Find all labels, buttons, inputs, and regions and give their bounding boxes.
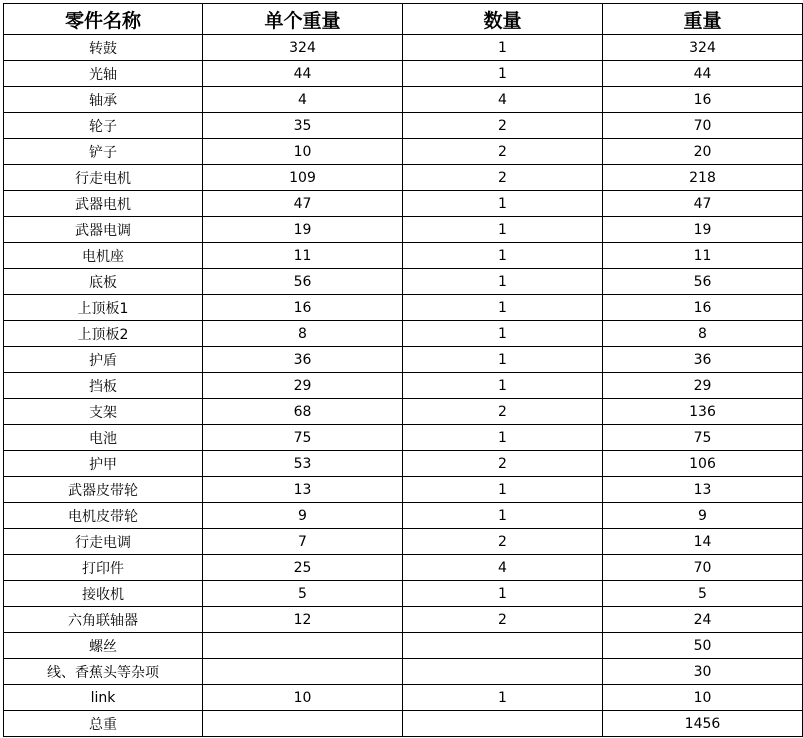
cell-weight[interactable]: 106 (603, 451, 803, 477)
cell-weight[interactable]: 50 (603, 633, 803, 659)
cell-quantity[interactable]: 4 (403, 87, 603, 113)
header-part-name[interactable]: 零件名称 (4, 4, 203, 35)
table-row (4, 503, 803, 529)
cell-quantity[interactable] (403, 659, 603, 685)
cell-part-name[interactable]: 武器电机 (4, 191, 203, 217)
cell-weight[interactable]: 324 (603, 35, 803, 61)
table-row (4, 451, 803, 477)
cell-unit-weight[interactable] (203, 633, 403, 659)
table-body (4, 35, 803, 737)
cell-weight[interactable]: 47 (603, 191, 803, 217)
cell-weight[interactable]: 1456 (603, 711, 803, 737)
cell-unit-weight[interactable]: 47 (203, 191, 403, 217)
table-row (4, 139, 803, 165)
cell-part-name[interactable]: 轮子 (4, 113, 203, 139)
cell-quantity[interactable]: 2 (403, 165, 603, 191)
total-row (4, 711, 803, 737)
cell-unit-weight[interactable]: 5 (203, 581, 403, 607)
parts-weight-table (3, 3, 803, 737)
cell-unit-weight[interactable]: 10 (203, 685, 403, 711)
table-row (4, 607, 803, 633)
cell-part-name[interactable]: link (4, 685, 203, 711)
cell-weight[interactable]: 14 (603, 529, 803, 555)
cell-unit-weight[interactable]: 324 (203, 35, 403, 61)
cell-unit-weight[interactable]: 8 (203, 321, 403, 347)
header-row (4, 4, 803, 35)
cell-quantity[interactable]: 2 (403, 451, 603, 477)
table-row (4, 425, 803, 451)
table-row (4, 295, 803, 321)
cell-part-name[interactable]: 支架 (4, 399, 203, 425)
table-row (4, 685, 803, 711)
cell-weight[interactable]: 16 (603, 87, 803, 113)
cell-unit-weight[interactable]: 12 (203, 607, 403, 633)
cell-unit-weight[interactable]: 9 (203, 503, 403, 529)
cell-unit-weight[interactable]: 10 (203, 139, 403, 165)
cell-unit-weight[interactable]: 19 (203, 217, 403, 243)
cell-weight[interactable]: 218 (603, 165, 803, 191)
table-row (4, 347, 803, 373)
table-row (4, 321, 803, 347)
cell-quantity[interactable]: 2 (403, 607, 603, 633)
cell-part-name[interactable]: 上顶板1 (4, 295, 203, 321)
header-quantity[interactable]: 数量 (403, 4, 603, 35)
cell-quantity[interactable]: 1 (403, 217, 603, 243)
cell-part-name[interactable]: 行走电调 (4, 529, 203, 555)
cell-part-name[interactable]: 线、香蕉头等杂项 (4, 659, 203, 685)
table-row (4, 35, 803, 61)
cell-unit-weight[interactable]: 109 (203, 165, 403, 191)
cell-part-name[interactable]: 上顶板2 (4, 321, 203, 347)
cell-quantity[interactable]: 1 (403, 477, 603, 503)
table-row (4, 191, 803, 217)
table-row (4, 113, 803, 139)
cell-unit-weight[interactable]: 75 (203, 425, 403, 451)
cell-unit-weight[interactable] (203, 711, 403, 737)
cell-weight[interactable]: 13 (603, 477, 803, 503)
cell-weight[interactable]: 8 (603, 321, 803, 347)
cell-weight[interactable]: 20 (603, 139, 803, 165)
cell-unit-weight[interactable]: 25 (203, 555, 403, 581)
table-row (4, 243, 803, 269)
table-row (4, 555, 803, 581)
cell-weight[interactable]: 56 (603, 269, 803, 295)
cell-part-name[interactable]: 总重 (4, 711, 203, 737)
cell-part-name[interactable]: 行走电机 (4, 165, 203, 191)
table-row (4, 477, 803, 503)
cell-unit-weight[interactable]: 29 (203, 373, 403, 399)
cell-quantity[interactable]: 1 (403, 35, 603, 61)
cell-quantity[interactable]: 1 (403, 347, 603, 373)
cell-part-name[interactable]: 六角联轴器 (4, 607, 203, 633)
cell-weight[interactable]: 136 (603, 399, 803, 425)
table-row (4, 633, 803, 659)
table-row (4, 659, 803, 685)
cell-quantity[interactable]: 4 (403, 555, 603, 581)
cell-part-name[interactable]: 电机皮带轮 (4, 503, 203, 529)
cell-quantity[interactable]: 1 (403, 321, 603, 347)
table-row (4, 165, 803, 191)
table-row (4, 581, 803, 607)
cell-quantity[interactable]: 1 (403, 295, 603, 321)
cell-part-name[interactable]: 转鼓 (4, 35, 203, 61)
cell-part-name[interactable]: 电机座 (4, 243, 203, 269)
table-row (4, 399, 803, 425)
cell-unit-weight[interactable]: 7 (203, 529, 403, 555)
cell-part-name[interactable]: 挡板 (4, 373, 203, 399)
cell-part-name[interactable]: 打印件 (4, 555, 203, 581)
cell-unit-weight[interactable] (203, 659, 403, 685)
cell-quantity[interactable]: 2 (403, 399, 603, 425)
cell-part-name[interactable]: 武器皮带轮 (4, 477, 203, 503)
cell-weight[interactable]: 44 (603, 61, 803, 87)
cell-unit-weight[interactable]: 68 (203, 399, 403, 425)
cell-weight[interactable]: 16 (603, 295, 803, 321)
cell-part-name[interactable]: 底板 (4, 269, 203, 295)
header-weight[interactable]: 重量 (603, 4, 803, 35)
cell-unit-weight[interactable]: 36 (203, 347, 403, 373)
cell-unit-weight[interactable]: 35 (203, 113, 403, 139)
cell-quantity[interactable]: 1 (403, 191, 603, 217)
cell-part-name[interactable]: 护甲 (4, 451, 203, 477)
cell-unit-weight[interactable]: 16 (203, 295, 403, 321)
cell-weight[interactable]: 36 (603, 347, 803, 373)
cell-weight[interactable]: 9 (603, 503, 803, 529)
cell-weight[interactable]: 10 (603, 685, 803, 711)
cell-unit-weight[interactable]: 11 (203, 243, 403, 269)
header-unit-weight[interactable]: 单个重量 (203, 4, 403, 35)
table-row (4, 373, 803, 399)
cell-part-name[interactable]: 武器电调 (4, 217, 203, 243)
cell-quantity[interactable]: 1 (403, 373, 603, 399)
cell-part-name[interactable]: 接收机 (4, 581, 203, 607)
cell-unit-weight[interactable]: 13 (203, 477, 403, 503)
cell-quantity[interactable]: 2 (403, 139, 603, 165)
cell-quantity[interactable]: 1 (403, 269, 603, 295)
cell-weight[interactable]: 70 (603, 555, 803, 581)
cell-unit-weight[interactable]: 44 (203, 61, 403, 87)
cell-weight[interactable]: 70 (603, 113, 803, 139)
cell-quantity[interactable]: 1 (403, 61, 603, 87)
table-row (4, 269, 803, 295)
cell-part-name[interactable]: 电池 (4, 425, 203, 451)
cell-quantity[interactable]: 2 (403, 113, 603, 139)
table-row (4, 217, 803, 243)
cell-weight[interactable]: 11 (603, 243, 803, 269)
cell-quantity[interactable]: 1 (403, 243, 603, 269)
cell-part-name[interactable]: 铲子 (4, 139, 203, 165)
cell-quantity[interactable]: 1 (403, 581, 603, 607)
cell-quantity[interactable]: 1 (403, 685, 603, 711)
cell-quantity[interactable] (403, 633, 603, 659)
table-row (4, 61, 803, 87)
cell-quantity[interactable]: 1 (403, 425, 603, 451)
cell-part-name[interactable]: 螺丝 (4, 633, 203, 659)
cell-weight[interactable]: 19 (603, 217, 803, 243)
cell-part-name[interactable]: 光轴 (4, 61, 203, 87)
cell-unit-weight[interactable]: 4 (203, 87, 403, 113)
table-row (4, 529, 803, 555)
cell-quantity[interactable]: 1 (403, 503, 603, 529)
cell-weight[interactable]: 30 (603, 659, 803, 685)
cell-weight[interactable]: 29 (603, 373, 803, 399)
cell-weight[interactable]: 24 (603, 607, 803, 633)
table-row (4, 87, 803, 113)
cell-part-name[interactable]: 护盾 (4, 347, 203, 373)
cell-unit-weight[interactable]: 56 (203, 269, 403, 295)
cell-quantity[interactable] (403, 711, 603, 737)
cell-quantity[interactable]: 2 (403, 529, 603, 555)
cell-weight[interactable]: 75 (603, 425, 803, 451)
cell-weight[interactable]: 5 (603, 581, 803, 607)
cell-part-name[interactable]: 轴承 (4, 87, 203, 113)
cell-unit-weight[interactable]: 53 (203, 451, 403, 477)
